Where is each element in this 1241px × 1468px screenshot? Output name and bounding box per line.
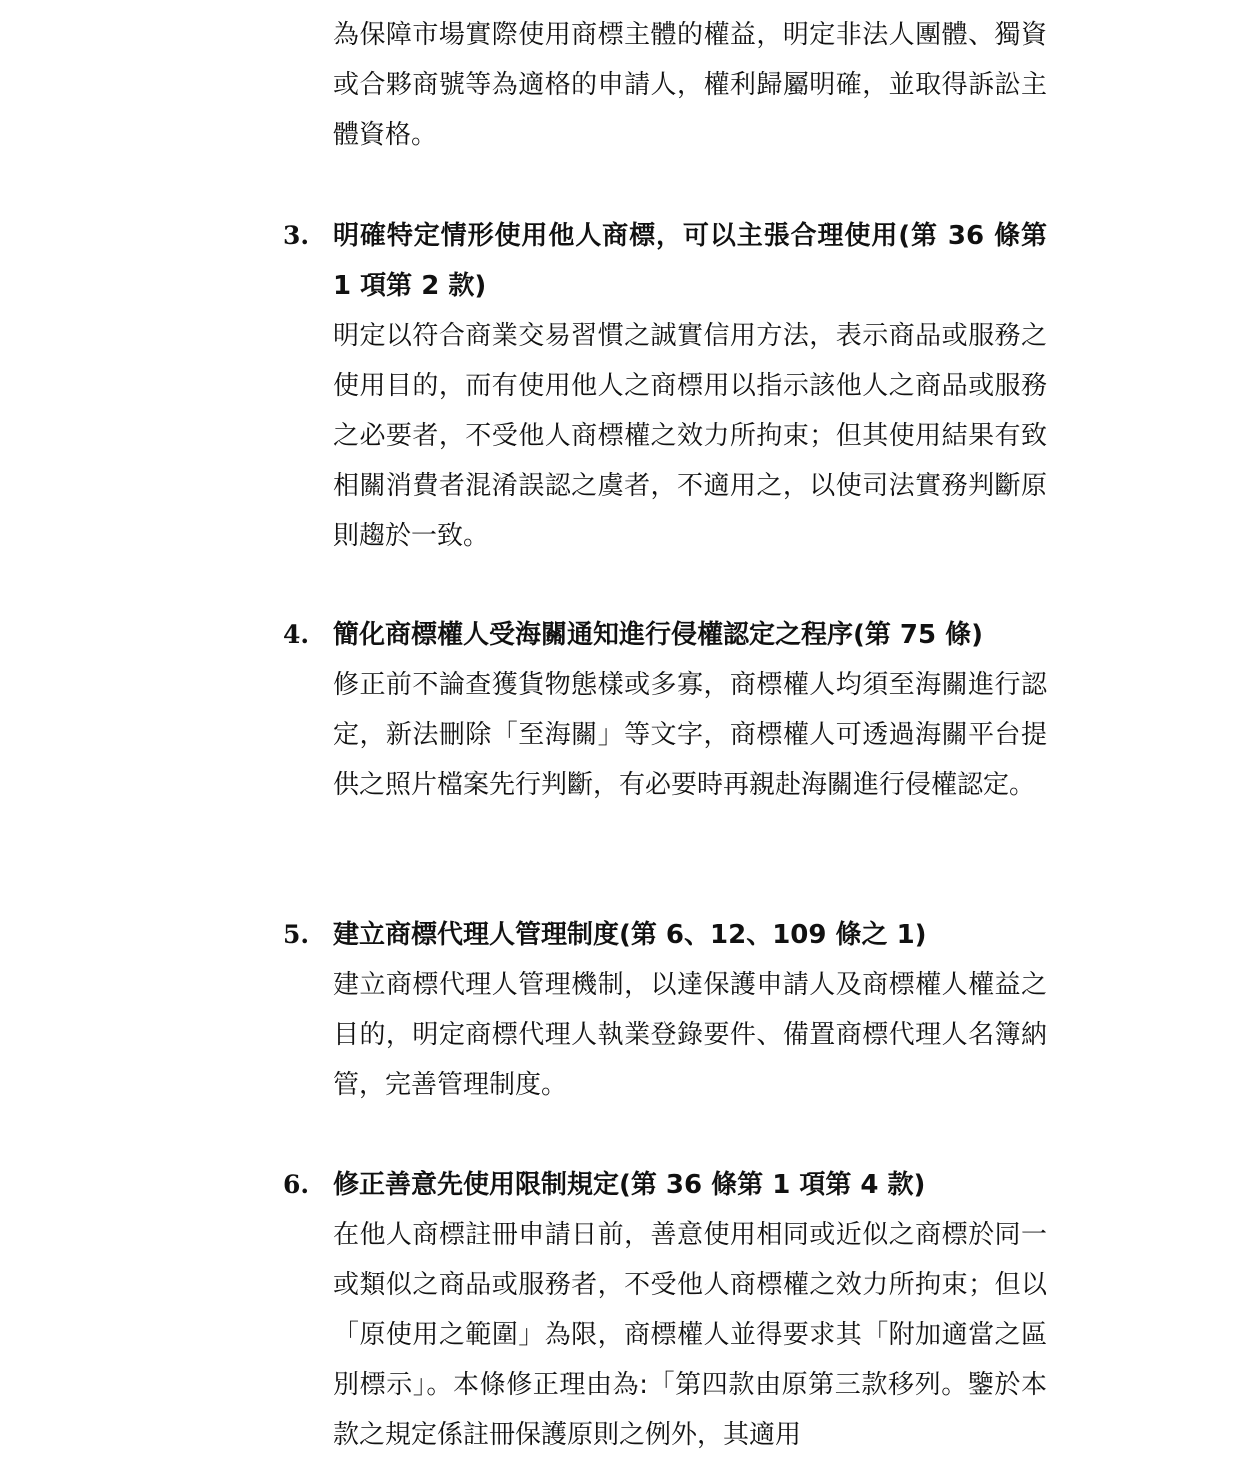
list-item-3 [283,211,1073,561]
item-number: 5. [283,920,310,949]
list-item-6 [283,1160,1073,1460]
item-number: 4. [283,620,310,649]
item-body: 明定以符合商業交易習慣之誠實信用方法，表示商品或服務之使用目的，而有使用他人之商標用以指示該他人之商品或服務之必要者，不受他人商標權之效力所拘束；但其使用結果有致相關消費者混淆誤認之虞者，不適用之，以使司法實務判斷原則趨於一致。 [333,321,1047,551]
item-heading: 簡化商標權人受海關通知進行侵權認定之程序(第 75 條) [333,620,984,650]
item-body: 在他人商標註冊申請日前，善意使用相同或近似之商標於同一或類似之商品或服務者，不受他人商標權之效力所拘束；但以「原使用之範圍」為限，商標權人並得要求其「附加適當之區別標示」。本條修正理由為:「第四款由原第三款移列。鑒於本款之規定係註冊保護原則之例外，其適用 [333,1220,1047,1450]
intro-section [283,10,1073,160]
item-heading: 建立商標代理人管理制度(第 6、12、109 條之 1) [333,920,927,950]
item-heading: 修正善意先使用限制規定(第 36 條第 1 項第 4 款) [333,1170,926,1200]
list-item-5 [283,910,1073,1110]
item-body: 修正前不論查獲貨物態樣或多寡，商標權人均須至海關進行認定，新法刪除「至海關」等文字，商標權人可透過海關平台提供之照片檔案先行判斷，有必要時再親赴海關進行侵權認定。 [333,670,1047,800]
intro-paragraph: 為保障市場實際使用商標主體的權益，明定非法人團體、獨資或合夥商號等為適格的申請人，權利歸屬明確，並取得訴訟主體資格。 [333,20,1047,150]
item-body: 建立商標代理人管理機制，以達保護申請人及商標權人權益之目的，明定商標代理人執業登錄要件、備置商標代理人名簿納管，完善管理制度。 [333,970,1047,1100]
list-item-4 [283,610,1073,810]
item-heading: 明確特定情形使用他人商標，可以主張合理使用(第 36 條第 1 項第 2 款) [333,221,1047,301]
item-number: 6. [283,1170,310,1199]
item-number: 3. [283,221,310,250]
